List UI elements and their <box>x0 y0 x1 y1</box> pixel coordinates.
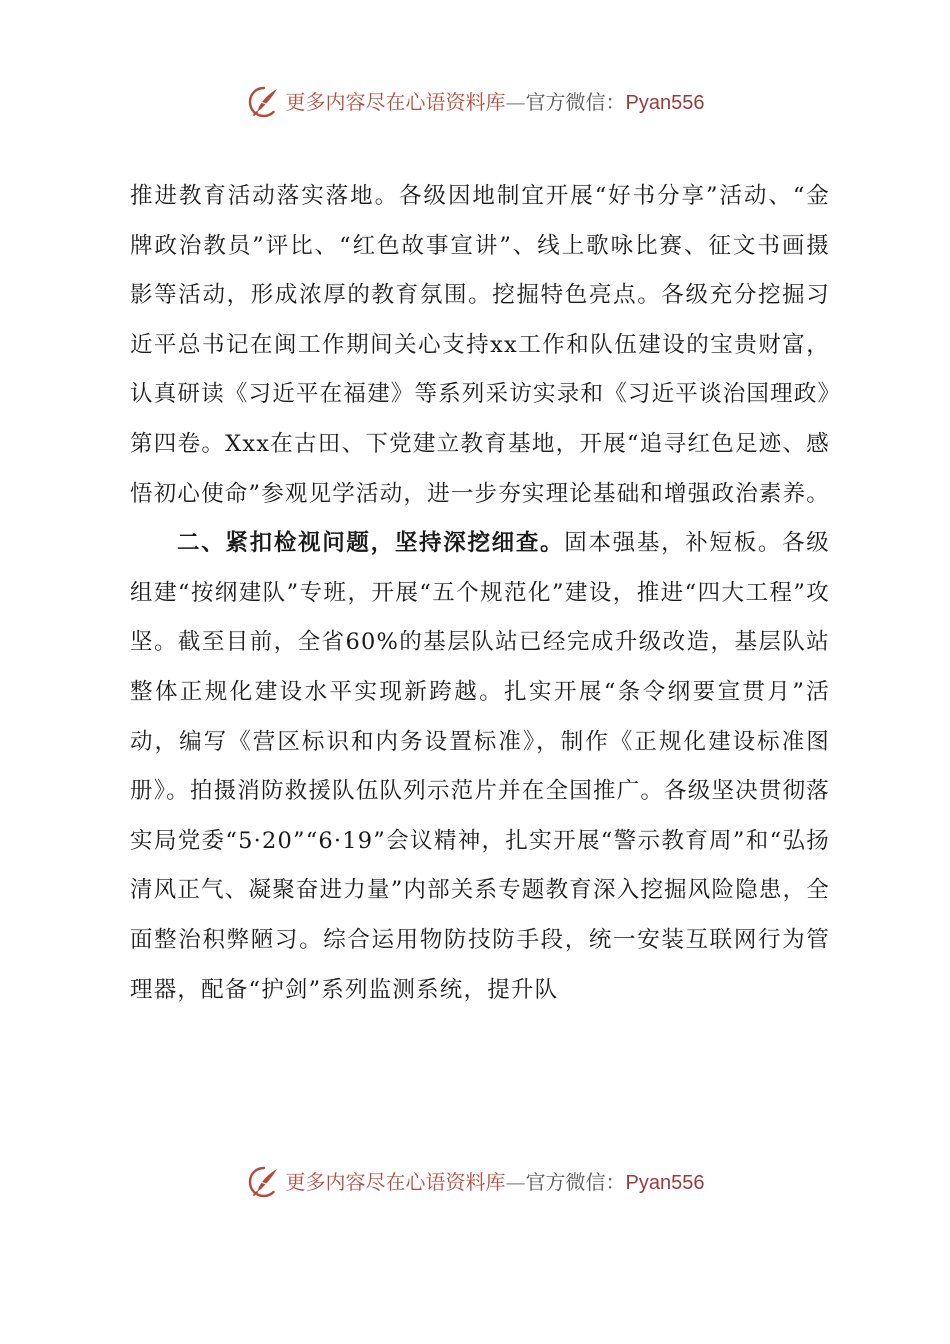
section-heading: 二、紧扣检视问题，坚持深挖细查。 <box>177 530 565 557</box>
banner-brand: 更多内容尽在心语资料库 <box>285 1169 506 1194</box>
paragraph-2-text: 固本强基，补短板。各级组建“按纲建队”专班，开展“五个规范化”建设，推进“四大工程”攻坚。截至目前，全省60%的基层队站已经完成升级改造，基层队站整体正规化建设水平实现新跨越。扎实开展“条令纲要宣贯月”活动，编写《营区标识和内务设置标准》，制作《正规化建设标准图册》。拍摄消防救援队伍队列示范片并在全国推广。各级坚决贯彻落实局党委“5·20”“6·19”会议精神，扎实开展“警示教育周”和“弘扬清风正气、凝聚奋进力量”内部关系专题教育深入挖掘风险隐患，全面整治积弊陋习。综合运用物防技防手段，统一安装互联网行为管理器，配备“护剑”系列监测系统，提升队 <box>130 530 831 1003</box>
paragraph-2 <box>130 519 830 1015</box>
banner-brand: 更多内容尽在心语资料库 <box>285 89 506 114</box>
banner-dash: — <box>505 1169 526 1194</box>
banner-dash: — <box>505 89 526 114</box>
footer-banner <box>0 1160 950 1204</box>
banner-wechat-id: Pyan556 <box>625 1171 705 1194</box>
quill-pen-logo-icon <box>246 1164 282 1200</box>
paragraph-1-text: 推进教育活动落实落地。各级因地制宜开展“好书分享”活动、“金牌政治教员”评比、“红色故事宣讲”、线上歌咏比赛、征文书画摄影等活动，形成浓厚的教育氛围。挖掘特色亮点。各级充分挖掘习近平总书记在闽工作期间关心支持xx工作和队伍建设的宝贵财富，认真研读《习近平在福建》等系列采访实录和《习近平谈治国理政》第四卷。Xxx在古田、下党建立教育基地，开展“追寻红色足迹、感悟初心使命”参观见学活动，进一步夯实理论基础和增强政治素养。 <box>130 183 831 507</box>
paragraph-1 <box>130 172 830 519</box>
banner-text <box>286 80 705 125</box>
banner-wechat-label: 官方微信： <box>525 89 626 114</box>
banner-wechat-id: Pyan556 <box>625 91 705 114</box>
document-body <box>130 172 830 1015</box>
banner-wechat-label: 官方微信： <box>525 1169 626 1194</box>
banner-text <box>286 1160 705 1205</box>
quill-pen-logo-icon <box>246 84 282 120</box>
header-banner <box>0 80 950 124</box>
